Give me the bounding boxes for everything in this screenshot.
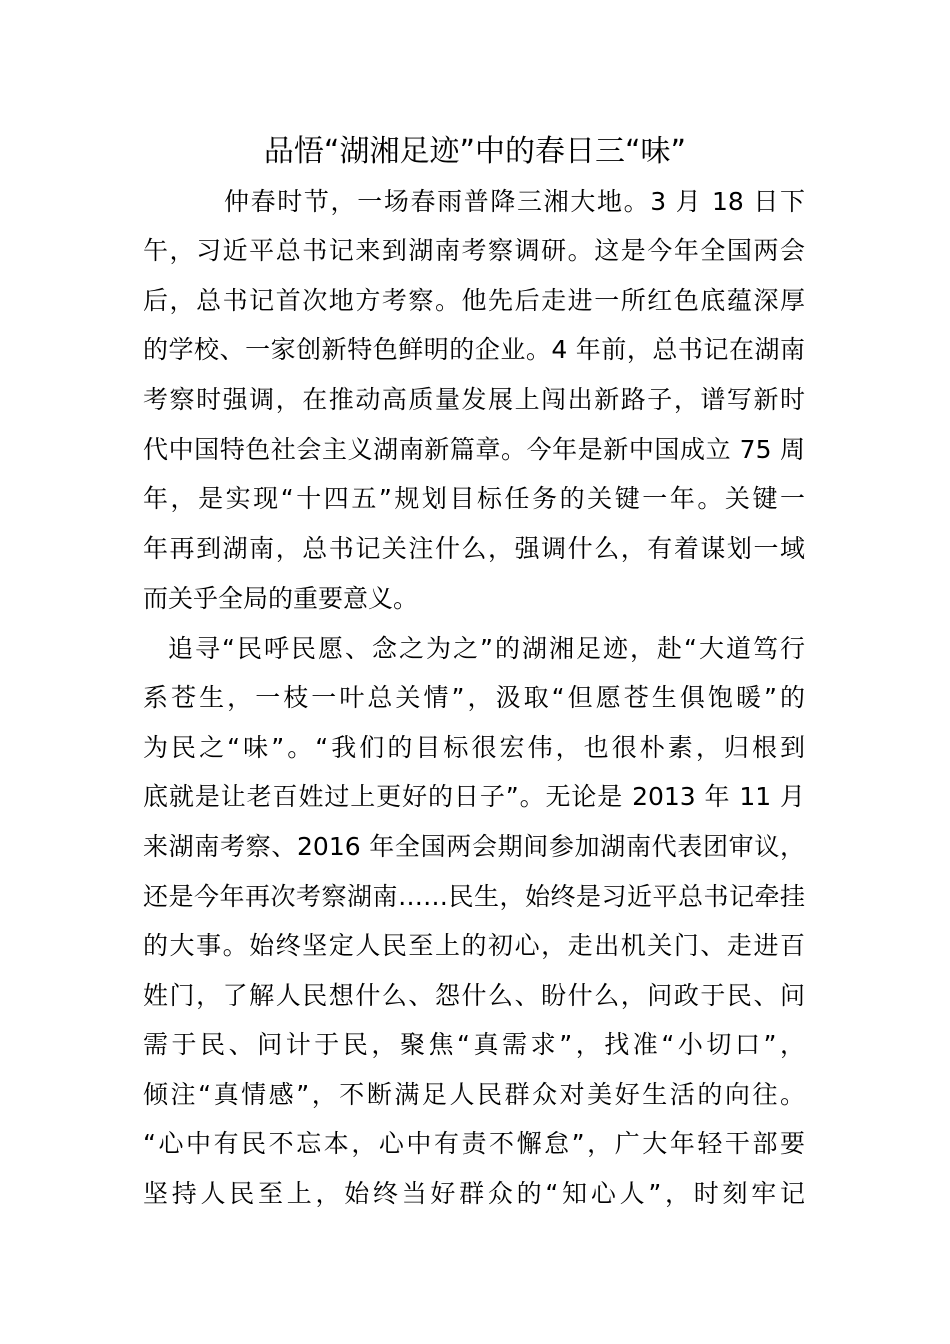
paragraph-line: 坚持人民至上，始终当好群众的“知心人”，时刻牢记 — [143, 1179, 805, 1208]
document-title: 品悟“湖湘足迹”中的春日三“味” — [263, 134, 687, 169]
paragraph-line: 仲春时节，一场春雨普降三湘大地。3 月 18 日下 — [224, 187, 805, 216]
paragraph-line: 的学校、一家创新特色鲜明的企业。4 年前，总书记在湖南 — [143, 335, 805, 364]
paragraph-line: “心中有民不忘本，心中有责不懈怠”，广大年轻干部要 — [143, 1129, 805, 1158]
paragraph-line: 还是今年再次考察湖南……民生，始终是习近平总书记牵挂 — [143, 882, 805, 911]
paragraph-line: 姓门，了解人民想什么、怨什么、盼什么，问政于民、问 — [143, 981, 805, 1010]
paragraph-line: 追寻“民呼民愿、念之为之”的湖湘足迹，赴“大道笃行 — [168, 634, 805, 663]
paragraph-line: 年，是实现“十四五”规划目标任务的关键一年。关键一 — [143, 484, 805, 513]
paragraph-line: 后，总书记首次地方考察。他先后走进一所红色底蕴深厚 — [143, 286, 805, 315]
paragraph-line: 来湖南考察、2016 年全国两会期间参加湖南代表团审议， — [143, 832, 805, 861]
paragraph-line: 需于民、问计于民，聚焦“真需求”，找准“小切口”， — [143, 1030, 805, 1059]
paragraph-line: 倾注“真情感”，不断满足人民群众对美好生活的向往。 — [143, 1080, 805, 1109]
paragraph-line: 的大事。始终坚定人民至上的初心，走出机关门、走进百 — [143, 931, 805, 960]
paragraph-line: 底就是让老百姓过上更好的日子”。无论是 2013 年 11 月 — [143, 782, 805, 811]
paragraph-line: 而关乎全局的重要意义。 — [143, 584, 419, 613]
paragraph-line: 代中国特色社会主义湖南新篇章。今年是新中国成立 75 周 — [143, 435, 805, 464]
paragraph-line: 为民之“味”。“我们的目标很宏伟，也很朴素，归根到 — [143, 733, 805, 762]
paragraph-line: 午，习近平总书记来到湖南考察调研。这是今年全国两会 — [143, 236, 805, 265]
paragraph-line: 考察时强调，在推动高质量发展上闯出新路子，谱写新时 — [143, 385, 805, 414]
paragraph-line: 年再到湖南，总书记关注什么，强调什么，有着谋划一域 — [143, 534, 805, 563]
paragraph-line: 系苍生，一枝一叶总关情”，汲取“但愿苍生俱饱暖”的 — [143, 683, 805, 712]
